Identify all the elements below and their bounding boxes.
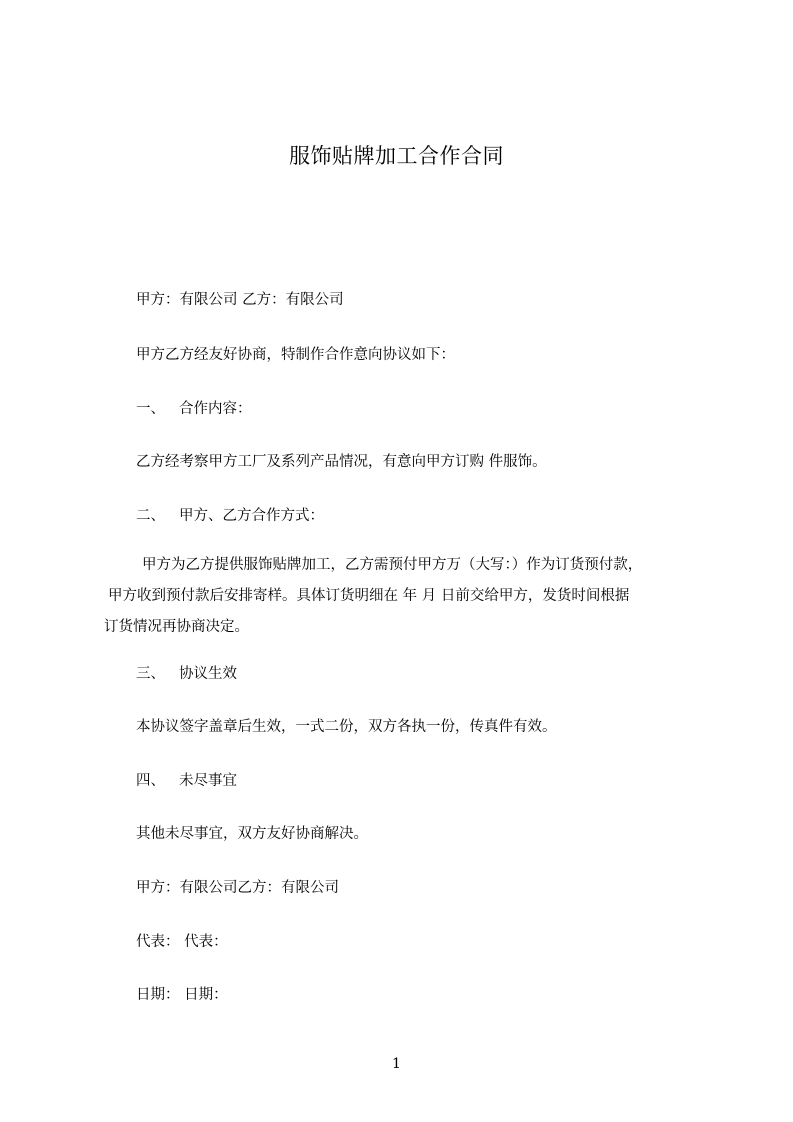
section2-number: 二、 <box>136 508 165 524</box>
parties-line: 甲方：有限公司 乙方：有限公司 <box>136 292 344 308</box>
section2-body-line: 订货情况再协商决定。 <box>104 619 249 635</box>
section4-number: 四、 <box>136 773 165 789</box>
signature-representatives: 代表： 代表： <box>136 934 228 950</box>
signature-dates: 日期： 日期： <box>136 987 228 1003</box>
section2-body-line: 甲方收到预付款后安排寄样。具体订货明细在 年 月 日前交给甲方，发货时间根据 <box>108 588 630 604</box>
intro-text: 甲方乙方经友好协商，特制作合作意向协议如下： <box>136 347 455 363</box>
section4-body: 其他未尽事宜，双方友好协商解决。 <box>136 826 368 842</box>
section3-title: 协议生效 <box>179 666 237 682</box>
section2-heading <box>136 506 324 526</box>
section3-heading <box>136 664 237 684</box>
section2-body <box>104 550 704 643</box>
section1-heading <box>136 399 252 419</box>
signature-parties: 甲方：有限公司乙方：有限公司 <box>136 880 339 896</box>
section4-heading <box>136 771 237 791</box>
document-title: 服饰贴牌加工合作合同 <box>289 144 504 168</box>
section1-body: 乙方经考察甲方工厂及系列产品情况，有意向甲方订购 件服饰。 <box>136 454 547 470</box>
page-number: 1 <box>392 1056 401 1072</box>
section3-number: 三、 <box>136 666 165 682</box>
section2-body-line: 甲方为乙方提供服饰贴牌加工，乙方需预付甲方万（大写：）作为订货预付款， <box>142 557 643 573</box>
section2-title: 甲方、乙方合作方式： <box>179 508 324 524</box>
section3-body: 本协议签字盖章后生效，一式二份，双方各执一份，传真件有效。 <box>136 719 557 735</box>
section1-title: 合作内容： <box>179 401 252 417</box>
section4-title: 未尽事宜 <box>179 773 237 789</box>
section1-number: 一、 <box>136 401 165 417</box>
